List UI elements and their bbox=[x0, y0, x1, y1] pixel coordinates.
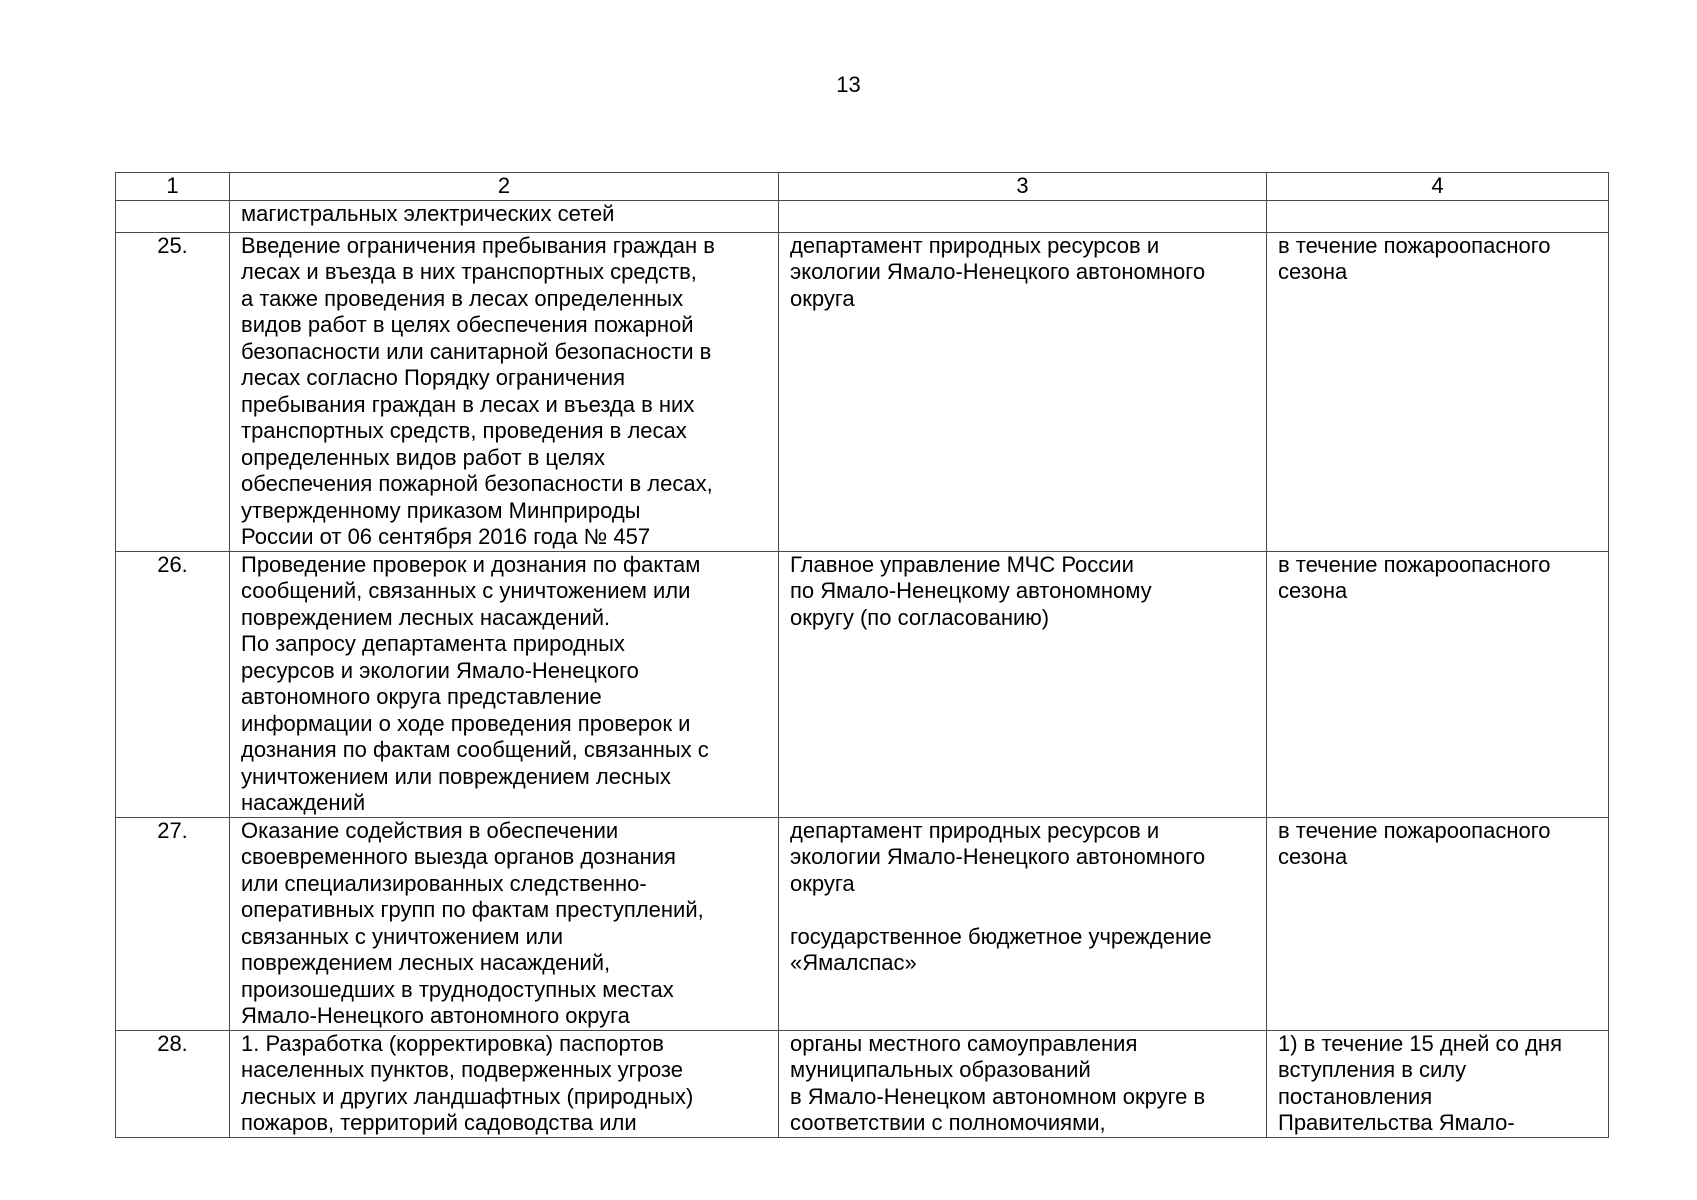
table-row bbox=[116, 1030, 1609, 1137]
header-row bbox=[116, 173, 1609, 201]
row-deadline: в течение пожароопасного сезона bbox=[1267, 232, 1609, 551]
header-col-2: 2 bbox=[230, 173, 779, 201]
table-row-continuation bbox=[116, 200, 1609, 232]
row-action: магистральных электрических сетей bbox=[230, 200, 779, 232]
row-deadline: в течение пожароопасного сезона bbox=[1267, 551, 1609, 817]
row-action: 1. Разработка (корректировка) паспортов населенных пунктов, подверженных угрозе лесных и других ландшафтных (природных) пожаров, территорий садоводства или bbox=[230, 1030, 779, 1137]
row-number: 28. bbox=[116, 1030, 230, 1137]
table-row bbox=[116, 232, 1609, 551]
row-action: Проведение проверок и дознания по фактам сообщений, связанных с уничтожением или повреждением лесных насаждений. По запросу департамента природных ресурсов и экологии Ямало-Ненецкого автономного округа представление информации о ходе проведения проверок и дознания по фактам сообщений, связанных с уничтожением или повреждением лесных насаждений bbox=[230, 551, 779, 817]
header-col-4: 4 bbox=[1267, 173, 1609, 201]
row-responsible: департамент природных ресурсов и экологии Ямало-Ненецкого автономного округа bbox=[779, 232, 1267, 551]
page-number: 13 bbox=[836, 72, 861, 97]
row-deadline bbox=[1267, 200, 1609, 232]
header-col-1: 1 bbox=[116, 173, 230, 201]
measures-table bbox=[115, 172, 1609, 1138]
row-action: Оказание содействия в обеспечении своевременного выезда органов дознания или специализированных следственно- оперативных групп по фактам преступлений, связанных с уничтожением или повреждением лесных насаждений, произошедших в труднодоступных местах Ямало-Ненецкого автономного округа bbox=[230, 817, 779, 1030]
row-number: 26. bbox=[116, 551, 230, 817]
row-responsible: Главное управление МЧС России по Ямало-Ненецкому автономному округу (по согласованию) bbox=[779, 551, 1267, 817]
row-responsible bbox=[779, 200, 1267, 232]
row-number: 25. bbox=[116, 232, 230, 551]
row-number bbox=[116, 200, 230, 232]
table-row bbox=[116, 817, 1609, 1030]
row-deadline: 1) в течение 15 дней со дня вступления в силу постановления Правительства Ямало- bbox=[1267, 1030, 1609, 1137]
header-col-3: 3 bbox=[779, 173, 1267, 201]
row-action: Введение ограничения пребывания граждан в лесах и въезда в них транспортных средств, а также проведения в лесах определенных видов работ в целях обеспечения пожарной безопасности или санитарной безопасности в лесах согласно Порядку ограничения пребывания граждан в лесах и въезда в них транспортных средств, проведения в лесах определенных видов работ в целях обеспечения пожарной безопасности в лесах, утвержденному приказом Минприроды России от 06 сентября 2016 года № 457 bbox=[230, 232, 779, 551]
row-responsible: органы местного самоуправления муниципальных образований в Ямало-Ненецком автономном округе в соответствии с полномочиями, bbox=[779, 1030, 1267, 1137]
table-row bbox=[116, 551, 1609, 817]
row-number: 27. bbox=[116, 817, 230, 1030]
row-deadline: в течение пожароопасного сезона bbox=[1267, 817, 1609, 1030]
row-responsible: департамент природных ресурсов и экологии Ямало-Ненецкого автономного округа государственное бюджетное учреждение «Ямалспас» bbox=[779, 817, 1267, 1030]
